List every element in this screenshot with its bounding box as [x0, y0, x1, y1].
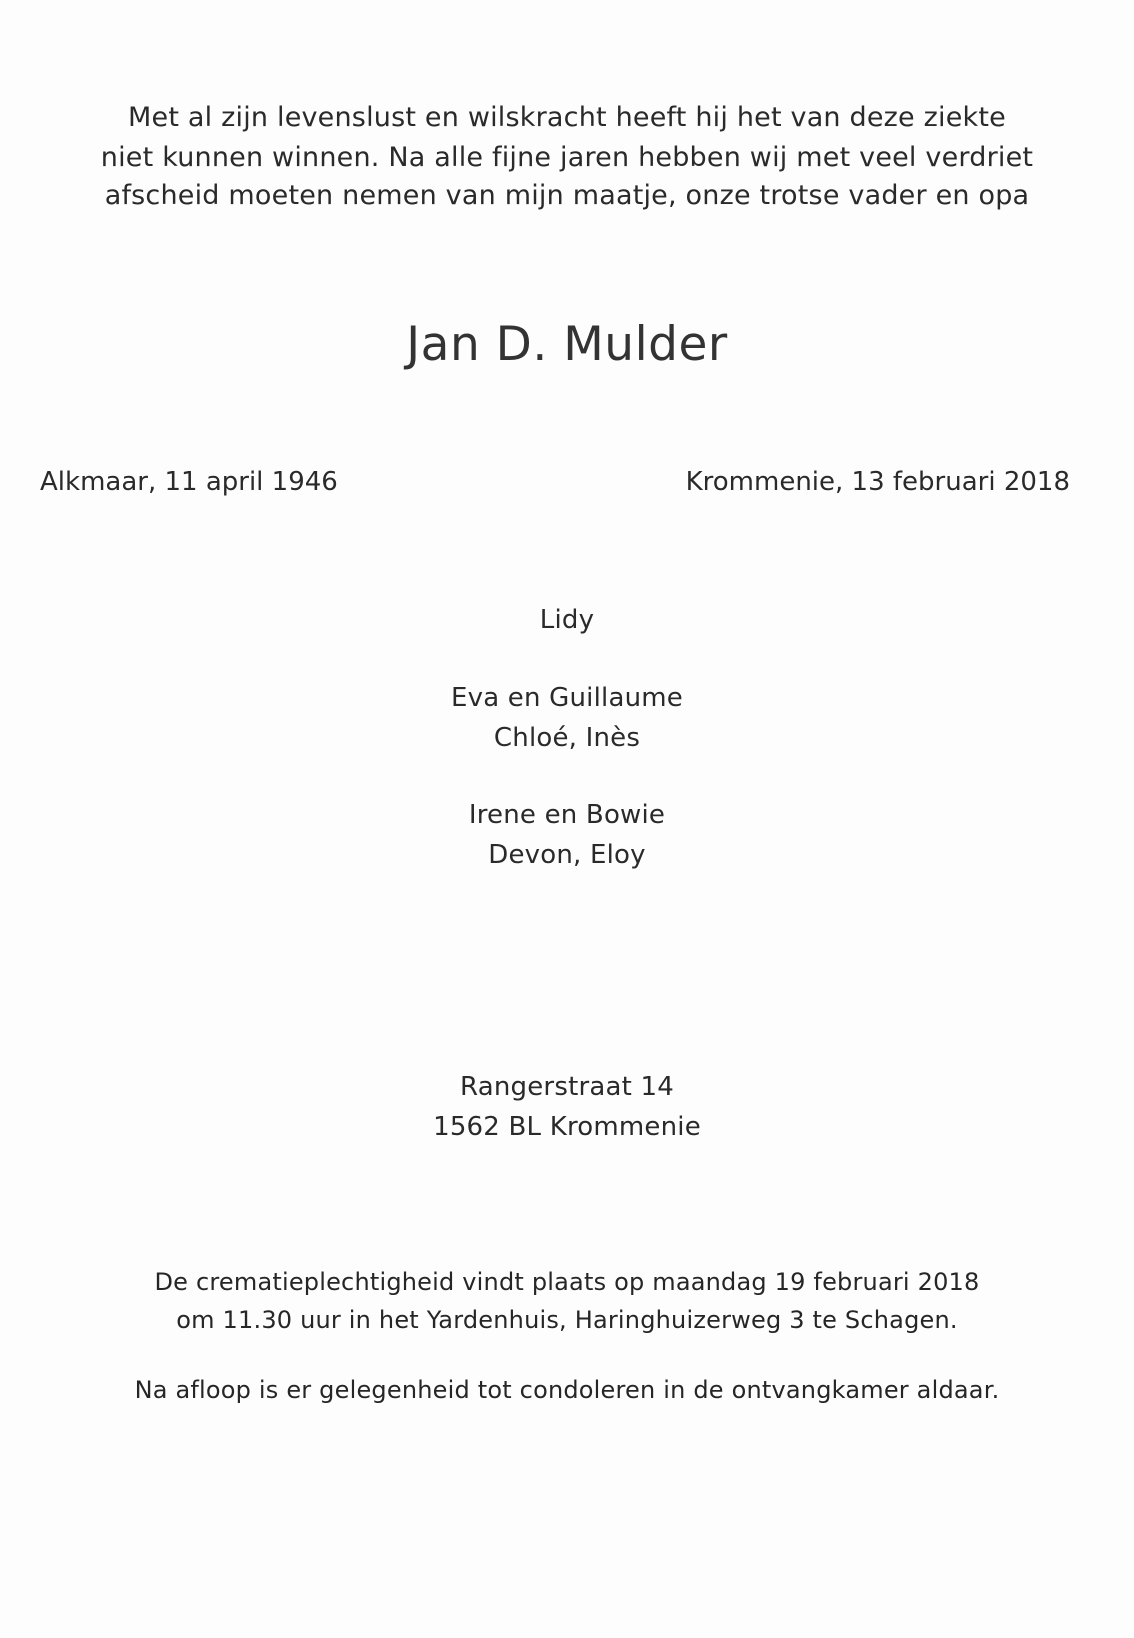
family-partner: Lidy — [539, 605, 595, 635]
family-child-1: Eva en Guillaume — [451, 683, 683, 713]
family-grandchildren-2: Devon, Eloy — [488, 840, 646, 870]
deceased-name: Jan D. Mulder — [406, 317, 728, 372]
address-street: Rangerstraat 14 — [460, 1072, 674, 1102]
service-line-3: Na afloop is er gelegenheid tot condoleren in de ontvangkamer aldaar. — [134, 1376, 1000, 1404]
intro-line-3: afscheid moeten nemen van mijn maatje, onze trotse vader en opa — [104, 180, 1030, 211]
service-line-2: om 11.30 uur in het Yardenhuis, Haringhuizerweg 3 te Schagen. — [176, 1306, 958, 1334]
intro-line-1: Met al zijn levenslust en wilskracht heeft hij het van deze ziekte — [128, 102, 1006, 133]
service-line-1: De crematieplechtigheid vindt plaats op maandag 19 februari 2018 — [154, 1268, 980, 1296]
intro-line-2: niet kunnen winnen. Na alle fijne jaren hebben wij met veel verdriet — [100, 142, 1034, 173]
family-child-2: Irene en Bowie — [468, 800, 666, 830]
family-grandchildren-1: Chloé, Inès — [493, 723, 641, 753]
address-city: 1562 BL Krommenie — [433, 1112, 701, 1142]
birth-place-date: Alkmaar, 11 april 1946 — [40, 467, 338, 497]
death-place-date: Krommenie, 13 februari 2018 — [685, 467, 1070, 497]
